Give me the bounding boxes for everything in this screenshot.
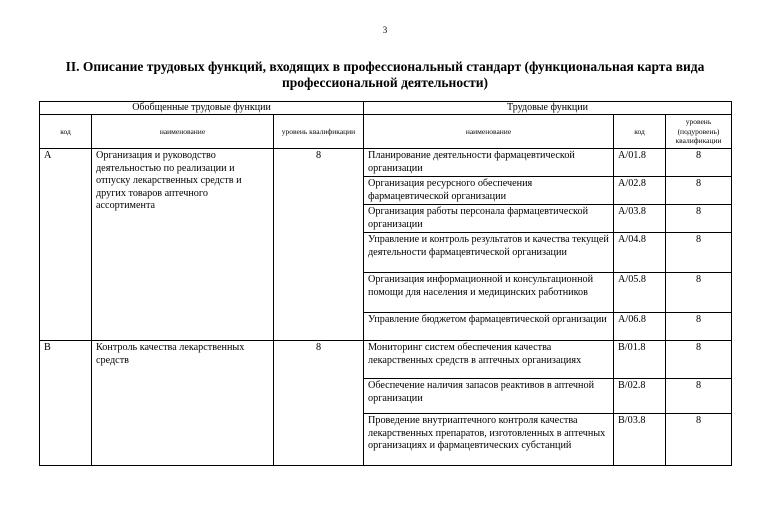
function-code: A/04.8 bbox=[614, 233, 666, 273]
group-code: B bbox=[40, 341, 92, 466]
function-name: Планирование деятельности фармацевтической организации bbox=[364, 149, 614, 177]
group-code: A bbox=[40, 149, 92, 341]
function-name: Управление бюджетом фармацевтической организации bbox=[364, 313, 614, 341]
group-header-row bbox=[40, 102, 732, 115]
function-name: Обеспечение наличия запасов реактивов в аптечной организации bbox=[364, 379, 614, 414]
function-name: Проведение внутриаптечного контроля качества лекарственных препаратов, изготовленных в аптечных организациях и фармацевтических субстанций bbox=[364, 414, 614, 466]
group-name: Организация и руководство деятельностью по реализации и отпуску лекарственных средств и других товаров аптечного ассортимента bbox=[92, 149, 274, 341]
gen-level-header: уровень квалификации bbox=[274, 115, 364, 149]
function-name: Организация работы персонала фармацевтической организации bbox=[364, 205, 614, 233]
function-level: 8 bbox=[666, 233, 732, 273]
function-level: 8 bbox=[666, 205, 732, 233]
function-code: B/01.8 bbox=[614, 341, 666, 379]
group-level: 8 bbox=[274, 149, 364, 341]
fn-level-header: уровень (подуровень) квалификации bbox=[666, 115, 732, 149]
function-level: 8 bbox=[666, 177, 732, 205]
function-name: Организация ресурсного обеспечения фармацевтической организации bbox=[364, 177, 614, 205]
function-level: 8 bbox=[666, 149, 732, 177]
fn-name-header: наименование bbox=[364, 115, 614, 149]
function-level: 8 bbox=[666, 414, 732, 466]
table-row bbox=[40, 149, 732, 177]
function-code: A/06.8 bbox=[614, 313, 666, 341]
column-header-row bbox=[40, 115, 732, 149]
page-number: 3 bbox=[382, 25, 388, 35]
table-row bbox=[40, 341, 732, 379]
labor-functions-header: Трудовые функции bbox=[364, 102, 732, 115]
function-code: A/03.8 bbox=[614, 205, 666, 233]
function-code: B/03.8 bbox=[614, 414, 666, 466]
function-level: 8 bbox=[666, 313, 732, 341]
function-name: Управление и контроль результатов и качества текущей деятельности фармацевтической организации bbox=[364, 233, 614, 273]
function-name: Мониторинг систем обеспечения качества лекарственных средств в аптечных организациях bbox=[364, 341, 614, 379]
group-name: Контроль качества лекарственных средств bbox=[92, 341, 274, 466]
gen-code-header: код bbox=[40, 115, 92, 149]
function-code: A/02.8 bbox=[614, 177, 666, 205]
generalized-functions-header: Обобщенные трудовые функции bbox=[40, 102, 364, 115]
section-title: II. Описание трудовых функций, входящих в профессиональный стандарт (функциональная карта вида профессиональной деятельности) bbox=[65, 59, 705, 90]
gen-name-header: наименование bbox=[92, 115, 274, 149]
fn-code-header: код bbox=[614, 115, 666, 149]
function-code: B/02.8 bbox=[614, 379, 666, 414]
function-code: A/01.8 bbox=[614, 149, 666, 177]
function-level: 8 bbox=[666, 379, 732, 414]
function-level: 8 bbox=[666, 341, 732, 379]
function-code: A/05.8 bbox=[614, 273, 666, 313]
group-level: 8 bbox=[274, 341, 364, 466]
functional-map-table bbox=[39, 101, 732, 466]
function-level: 8 bbox=[666, 273, 732, 313]
function-name: Организация информационной и консультационной помощи для населения и медицинских работников bbox=[364, 273, 614, 313]
